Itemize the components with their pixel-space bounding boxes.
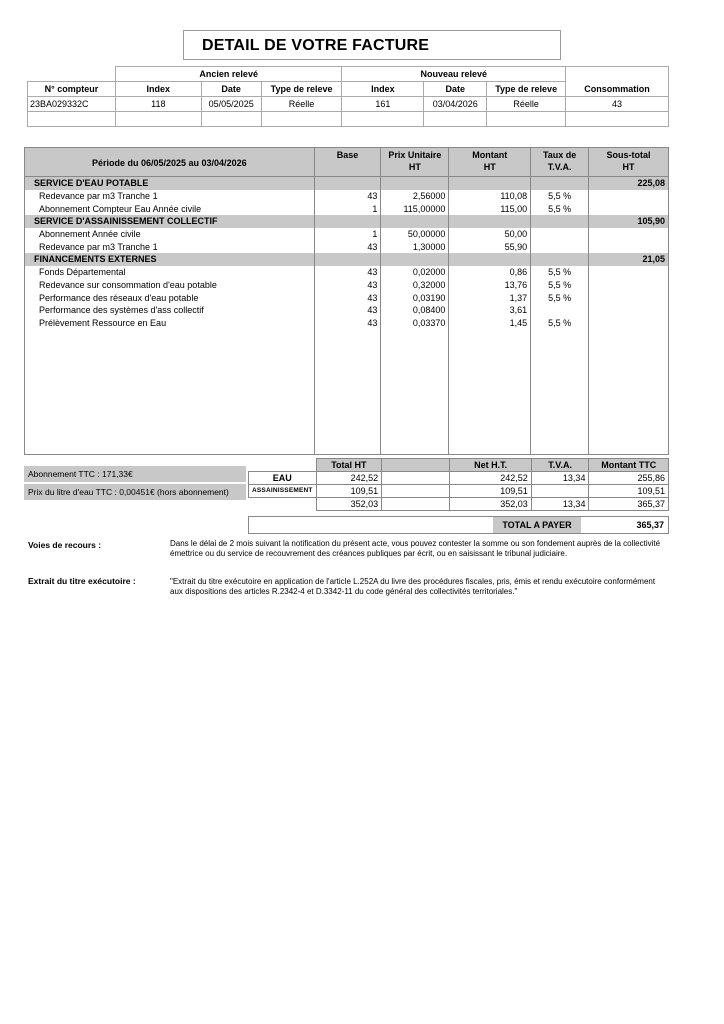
period-header: Période du 06/05/2025 au 03/04/2026 (25, 148, 315, 177)
total-ht-header: Total HT (316, 459, 382, 472)
summary-net-ht: 242,52 (450, 472, 531, 485)
item-base: 43 (314, 304, 381, 317)
summary-net-ht: 352,03 (450, 498, 531, 511)
summary-table (248, 458, 669, 511)
item-amount: 55,90 (449, 240, 531, 253)
vat-rate-header: Taux de T.V.A. (531, 148, 589, 177)
item-base: 1 (314, 202, 381, 215)
enforcement-text: "Extrait du titre exécutoire en application de l'article L.252A du livre des procédures fiscales, pris, émis et rendu exécutoire conformément aux dispositions des articles R.2342-4 et D.3342-11 du code général des collectivités territoriales." (170, 577, 656, 596)
new-type-header: Type de releve (487, 82, 566, 97)
item-vat (531, 304, 589, 317)
summary-total-ht: 242,52 (316, 472, 382, 485)
old-index-header: Index (115, 82, 201, 97)
item-base: 43 (314, 291, 381, 304)
new-type: Réelle (487, 97, 566, 112)
item-vat: 5,5 % (531, 266, 589, 279)
base-header: Base (314, 148, 381, 177)
item-unit-price: 0,03370 (381, 317, 449, 330)
line-item (25, 279, 669, 292)
item-unit-price: 115,00000 (381, 202, 449, 215)
summary-total-row (249, 498, 669, 511)
total-to-pay-label: TOTAL A PAYER (493, 517, 581, 533)
item-base: 43 (314, 317, 381, 330)
item-amount: 3,61 (449, 304, 531, 317)
item-unit-price: 0,08400 (381, 304, 449, 317)
appeal-label: Voies de recours : (28, 540, 102, 550)
meter-reading-table (27, 66, 669, 127)
item-vat: 5,5 % (531, 279, 589, 292)
summary-ttc: 365,37 (589, 498, 669, 511)
old-reading-group: Ancien relevé (115, 67, 342, 82)
summary-ttc: 109,51 (589, 485, 669, 498)
consumption-header: Consommation (566, 82, 669, 97)
item-label: Fonds Départemental (25, 266, 315, 279)
line-item (25, 240, 669, 253)
summary-row (249, 485, 669, 498)
section-subtotal: 225,08 (589, 177, 669, 190)
item-label: Redevance par m3 Tranche 1 (25, 240, 315, 253)
meter-number: 23BA029332C (28, 97, 116, 112)
section-row (25, 253, 669, 266)
item-vat: 5,5 % (531, 190, 589, 203)
item-unit-price: 0,32000 (381, 279, 449, 292)
old-date: 05/05/2025 (201, 97, 261, 112)
item-vat: 5,5 % (531, 317, 589, 330)
vat-header: T.V.A. (531, 459, 589, 472)
item-vat: 5,5 % (531, 202, 589, 215)
item-label: Redevance sur consommation d'eau potable (25, 279, 315, 292)
summary-row-label: ASSAINISSEMENT (249, 485, 317, 498)
subtotal-header: Sous-total HT (589, 148, 669, 177)
enforcement-label: Extrait du titre exécutoire : (28, 576, 136, 586)
item-label: Prélèvement Ressource en Eau (25, 317, 315, 330)
item-amount: 110,08 (449, 190, 531, 203)
item-label: Abonnement Compteur Eau Année civile (25, 202, 315, 215)
summary-vat: 13,34 (531, 498, 589, 511)
line-item (25, 228, 669, 241)
summary-vat: 13,34 (531, 472, 589, 485)
item-label: Redevance par m3 Tranche 1 (25, 190, 315, 203)
new-index-header: Index (342, 82, 424, 97)
new-date: 03/04/2026 (424, 97, 487, 112)
appeal-text: Dans le délai de 2 mois suivant la notification du présent acte, vous pouvez contester la somme ou son fondement auprès de la collectivité émettrice ou du service de recouvrement des créances publiques par écrit, ou en saisissant le tribunal judiciaire. (170, 539, 661, 558)
line-item (25, 266, 669, 279)
item-amount: 115,00 (449, 202, 531, 215)
meter-number-header: N° compteur (28, 82, 116, 97)
meter-row (28, 97, 669, 112)
section-subtotal: 105,90 (589, 215, 669, 228)
item-amount: 0,86 (449, 266, 531, 279)
item-vat: 5,5 % (531, 291, 589, 304)
summary-ttc: 255,86 (589, 472, 669, 485)
item-base: 43 (314, 190, 381, 203)
item-vat (531, 228, 589, 241)
subscription-ttc: Abonnement TTC : 171,33€ (24, 466, 246, 482)
summary-row (249, 472, 669, 485)
total-to-pay-value: 365,37 (636, 520, 664, 530)
new-date-header: Date (424, 82, 487, 97)
summary-total-ht: 109,51 (316, 485, 382, 498)
section-label: FINANCEMENTS EXTERNES (25, 253, 315, 266)
new-index: 161 (342, 97, 424, 112)
line-item (25, 304, 669, 317)
summary-row-label: EAU (249, 472, 317, 485)
unit-price-header: Prix Unitaire HT (381, 148, 449, 177)
section-label: SERVICE D'ASSAINISSEMENT COLLECTIF (25, 215, 315, 228)
invoice-title: DETAIL DE VOTRE FACTURE (183, 30, 561, 60)
new-reading-group: Nouveau relevé (342, 67, 566, 82)
old-type-header: Type de releve (261, 82, 342, 97)
line-item (25, 202, 669, 215)
item-base: 43 (314, 279, 381, 292)
item-vat (531, 240, 589, 253)
amount-ttc-header: Montant TTC (589, 459, 669, 472)
invoice-detail-table (24, 147, 669, 455)
item-unit-price: 1,30000 (381, 240, 449, 253)
section-subtotal: 21,05 (589, 253, 669, 266)
item-base: 43 (314, 266, 381, 279)
item-amount: 1,37 (449, 291, 531, 304)
item-unit-price: 2,56000 (381, 190, 449, 203)
section-row (25, 215, 669, 228)
old-date-header: Date (201, 82, 261, 97)
item-amount: 50,00 (449, 228, 531, 241)
item-label: Performance des réseaux d'eau potable (25, 291, 315, 304)
item-unit-price: 0,03190 (381, 291, 449, 304)
item-amount: 13,76 (449, 279, 531, 292)
summary-total-ht: 352,03 (316, 498, 382, 511)
item-amount: 1,45 (449, 317, 531, 330)
summary-vat (531, 485, 589, 498)
section-row (25, 177, 669, 190)
item-label: Abonnement Année civile (25, 228, 315, 241)
item-base: 43 (314, 240, 381, 253)
line-item (25, 291, 669, 304)
line-item (25, 190, 669, 203)
summary-net-ht: 109,51 (450, 485, 531, 498)
amount-header: Montant HT (449, 148, 531, 177)
summary-info (24, 466, 246, 500)
item-unit-price: 50,00000 (381, 228, 449, 241)
old-index: 118 (115, 97, 201, 112)
old-type: Réelle (261, 97, 342, 112)
section-label: SERVICE D'EAU POTABLE (25, 177, 315, 190)
net-ht-header: Net H.T. (450, 459, 531, 472)
item-base: 1 (314, 228, 381, 241)
item-unit-price: 0,02000 (381, 266, 449, 279)
line-item (25, 317, 669, 330)
price-per-litre: Prix du litre d'eau TTC : 0,00451€ (hors abonnement) (24, 484, 246, 500)
consumption: 43 (566, 97, 669, 112)
item-label: Performance des systèmes d'ass collectif (25, 304, 315, 317)
